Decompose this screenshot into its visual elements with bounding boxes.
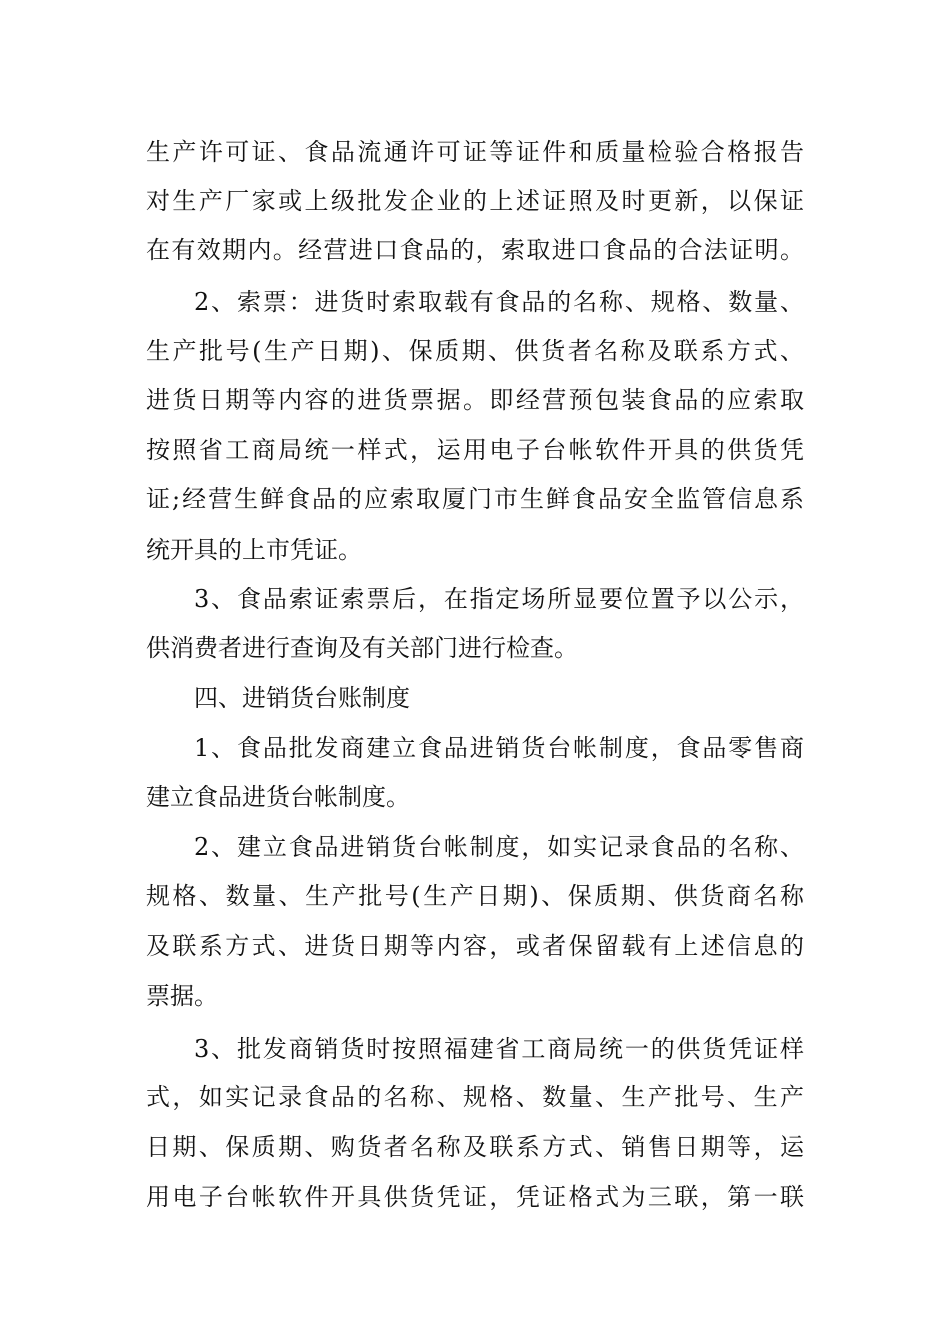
paragraph-start-line: 3、食品索证索票后，在指定场所显要位置予以公示， xyxy=(194,585,804,613)
text-line: 生产批号(生产日期)、保质期、供货者名称及联系方式、 xyxy=(146,337,804,365)
text-line: 规格、数量、生产批号(生产日期)、保质期、供货商名称 xyxy=(146,882,804,910)
text-line: 证;经营生鲜食品的应索取厦门市生鲜食品安全监管信息系 xyxy=(146,485,804,513)
text-line: 生产许可证、食品流通许可证等证件和质量检验合格报告 xyxy=(146,138,804,166)
text-line: 统开具的上市凭证。 xyxy=(146,536,362,564)
paragraph-start-line: 1、食品批发商建立食品进销货台帐制度，食品零售商 xyxy=(194,734,804,762)
text-line: 式，如实记录食品的名称、规格、数量、生产批号、生产 xyxy=(146,1083,804,1111)
text-line: 按照省工商局统一样式，运用电子台帐软件开具的供货凭 xyxy=(146,436,804,464)
text-line: 在有效期内。经营进口食品的，索取进口食品的合法证明。 xyxy=(146,236,804,264)
section-heading: 四、进销货台账制度 xyxy=(194,684,410,712)
text-line: 日期、保质期、购货者名称及联系方式、销售日期等，运 xyxy=(146,1133,804,1161)
text-line: 票据。 xyxy=(146,982,218,1010)
paragraph-start-line: 3、批发商销货时按照福建省工商局统一的供货凭证样 xyxy=(194,1035,804,1063)
text-line: 对生产厂家或上级批发企业的上述证照及时更新，以保证 xyxy=(146,187,804,215)
text-line: 建立食品进货台帐制度。 xyxy=(146,783,410,811)
text-line: 及联系方式、进货日期等内容，或者保留载有上述信息的 xyxy=(146,932,804,960)
paragraph-start-line: 2、索票：进货时索取载有食品的名称、规格、数量、 xyxy=(194,288,804,316)
text-line: 供消费者进行查询及有关部门进行检查。 xyxy=(146,634,578,662)
text-line: 进货日期等内容的进货票据。即经营预包装食品的应索取 xyxy=(146,386,804,414)
paragraph-start-line: 2、建立食品进销货台帐制度，如实记录食品的名称、 xyxy=(194,833,804,861)
text-line: 用电子台帐软件开具供货凭证，凭证格式为三联，第一联 xyxy=(146,1183,804,1211)
